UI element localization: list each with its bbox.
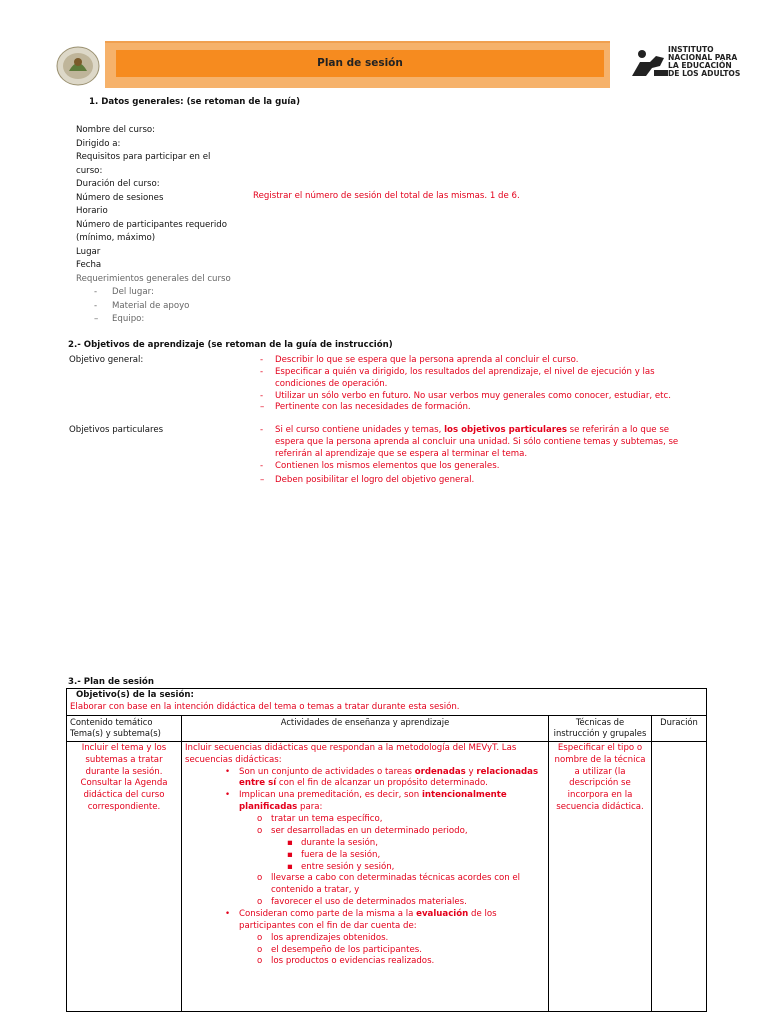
field-label: Número de participantes requerido [76, 219, 227, 230]
inea-logo-icon [630, 48, 670, 80]
list-item: ▪ fuera de la sesión, [287, 849, 381, 860]
requirement-item: - Del lugar: [94, 287, 154, 297]
general-data-fields [76, 124, 256, 327]
field-label: Fecha [76, 260, 102, 270]
list-item: - Contienen los mismos elementos que los generales. [260, 460, 500, 471]
field-label: curso: [76, 165, 103, 176]
list-item: – Pertinente con las necesidades de formación. [260, 402, 471, 413]
list-item: • Implican una premeditación, es decir, son intencionalmente planificadas para: [225, 790, 507, 813]
list-item: - Utilizar un sólo verbo en futuro. No usar verbos muy generales como conocer, estudiar, etc. [260, 390, 671, 401]
session-objective-note: Elaborar con base en la intención didáctica del tema o temas a tratar durante esta sesión. [70, 701, 460, 712]
list-item: o llevarse a cabo con determinadas técnicas acordes con el contenido a tratar, y [257, 873, 521, 896]
section1-heading: 1. Datos generales: (se retoman de la guía) [89, 97, 301, 107]
field-label: Lugar [76, 246, 101, 257]
list-item: o ser desarrolladas en un determinado periodo, [257, 825, 468, 836]
list-item: o los productos o evidencias realizados. [257, 956, 435, 967]
list-item: o tratar un tema específico, [257, 814, 383, 825]
field-label: Número de sesiones [76, 192, 164, 203]
list-item: o favorecer el uso de determinados materiales. [257, 897, 467, 908]
content-cell: Incluir el tema y los subtemas a tratar durante la sesión. Consultar la Agenda didáctica del curso correspondiente. [67, 741, 182, 1011]
session-objective-cell [67, 689, 707, 716]
list-item: - Describir lo que se espera que la persona aprenda al concluir el curso. [260, 355, 579, 365]
section2-heading: 2.- Objetivos de aprendizaje (se retoman de la guía de instrucción) [68, 340, 393, 350]
field-label: Dirigido a: [76, 138, 121, 149]
session-objective-label: Objetivo(s) de la sesión: [76, 690, 194, 700]
list-item: - Especificar a quién va dirigido, los resultados del aprendizaje, el nivel de ejecución y las condiciones de operación. [260, 366, 655, 389]
particular-objectives-list [260, 425, 692, 487]
field-label: Horario [76, 206, 108, 216]
list-item: • Son un conjunto de actividades o tareas ordenadas y relacionadas entre sí con el fin de alcanzar un propósito determinado. [225, 766, 539, 789]
mexico-seal-logo [55, 45, 101, 87]
duration-cell [652, 741, 707, 1011]
activities-cell: Incluir secuencias didácticas que respondan a la metodología del MEVyT. Las secuencias didácticas: • Son un conjunto de actividades o tareas ordenadas y relacionadas entre sí con el fin de alcanzar un propósito determinado. • Implican una premeditación, es decir, son intencionalmente planificadas para: o tratar un tema específico, o ser desarrolladas en un determinado periodo, ▪ durante la sesión, ▪ fuera de la sesión, ▪ entre sesión y sesión, o llevarse a cabo con determinadas técnicas acordes con el contenido a tratar, y o favorecer el uso de determinados materiales. • Consideran como parte de la misma a la evaluación de los participantes con el fin de dar cuenta de: o los aprendizajes obtenidos. o el desempeño de los participantes. o los productos o evidencias realizados. [182, 741, 549, 1011]
section3-heading: 3.- Plan de sesión [68, 677, 154, 687]
requirement-item: - Material de apoyo [94, 300, 190, 311]
requirements-title: Requerimientos generales del curso [76, 273, 231, 284]
field-label: Nombre del curso: [76, 125, 156, 135]
requirement-item: – Equipo: [94, 314, 145, 324]
list-item: o los aprendizajes obtenidos. [257, 932, 389, 943]
techniques-cell: Especificar el tipo o nombre de la técnica a utilizar (la descripción se incorpora en la secuencia didáctica. [549, 741, 652, 1011]
sessions-note: Registrar el número de sesión del total de las mismas. 1 de 6. [253, 191, 520, 201]
list-item: ▪ durante la sesión, [287, 837, 378, 848]
field-label: Requisitos para participar en el [76, 152, 211, 162]
session-plan-table [66, 688, 707, 1012]
column-header-techniques: Técnicas de instrucción y grupales [549, 715, 652, 741]
general-objective-label: Objetivo general: [69, 355, 144, 365]
inea-logo-text: INSTITUTO NACIONAL PARA LA EDUCACIÓN DE LOS ADULTOS [668, 45, 741, 78]
list-item: ▪ entre sesión y sesión, [287, 861, 395, 872]
column-header-activities: Actividades de enseñanza y aprendizaje [182, 715, 549, 741]
list-item: • Consideran como parte de la misma a la evaluación de los participantes con el fin de dar cuenta de: [225, 908, 497, 931]
column-header-duration: Duración [652, 715, 707, 741]
column-header-content: Contenido temático Tema(s) y subtema(s) [67, 715, 182, 741]
list-item: o el desempeño de los participantes. [257, 944, 422, 955]
page-title: Plan de sesión [116, 50, 604, 77]
list-item: – Deben posibilitar el logro del objetivo general. [260, 475, 475, 486]
field-label: (mínimo, máximo) [76, 233, 156, 243]
field-label: Duración del curso: [76, 179, 160, 189]
list-item: - Si el curso contiene unidades y temas, los objetivos particulares se referirán a lo que se espera que la persona aprenda al concluir una unidad. Si sólo contiene temas y subtemas, se referirán al aprendizaje que se espera al terminar el tema. [260, 425, 679, 459]
particular-objectives-label: Objetivos particulares [69, 425, 164, 435]
general-objective-list [260, 355, 692, 414]
